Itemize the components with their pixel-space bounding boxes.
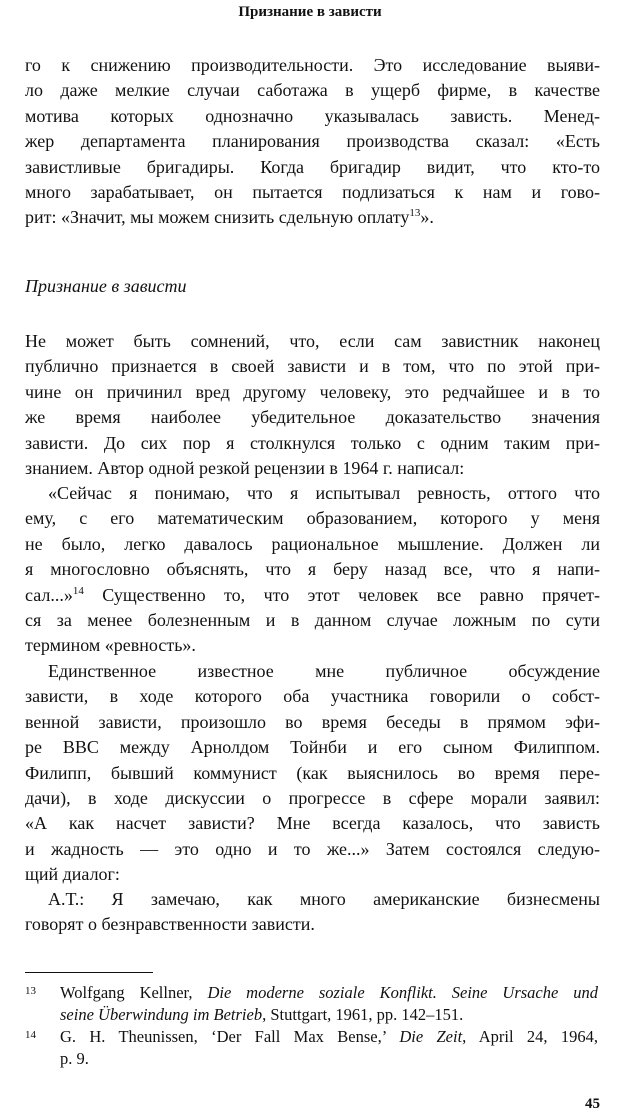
text-line: мотива которых однозначно указывалась зависть. Менед- — [25, 105, 600, 126]
text-line: завистливые бригадиры. Когда бригадир видит, что кто-то — [25, 156, 600, 177]
text-line: го к снижению производительности. Это исследование выяви- — [25, 55, 600, 75]
paragraph-continued — [0, 53, 620, 231]
text-line: Не может быть сомнений, что, если сам завистник наконец — [25, 331, 600, 351]
paragraph-bbc — [0, 659, 620, 888]
text-line: Единственное известное мне публичное обсуждение — [48, 661, 600, 681]
section-heading: Признание в зависти — [25, 276, 187, 296]
text-line: же время наиболее убедительное доказательство значения — [25, 407, 600, 428]
footnote-line: p. 9. — [60, 1049, 89, 1068]
text-line: публично признается в своей зависти и в том, что по этой при- — [25, 356, 600, 377]
text-line: дачи), в ходе дискуссии о прогрессе в сфере морали заявил: — [25, 787, 600, 808]
text-line: щий диалог: — [25, 864, 120, 885]
text-line: Филипп, бывший коммунист (как выяснилось во время пере- — [25, 762, 600, 783]
footnote-ref: 13 — [409, 207, 421, 220]
text-line: термином «ревность». — [25, 635, 196, 656]
text-line: ре ВВС между Арнолдом Тойнби и его сыном Филиппом. — [25, 737, 600, 758]
page-number: 45 — [585, 1096, 600, 1112]
text-line: сал...»$^{14}$ Существенно то, что этот человек все равно прячет- — [25, 584, 600, 605]
footnote-line: 13 Wolfgang Kellner, Die moderne soziale Konflikt. Seine Ursache und — [0, 982, 620, 1004]
text-line: «А как насчет зависти? Мне всегда казалось, что зависть — [25, 813, 600, 834]
text-line: не было, легко давалось рациональное мышление. Должен ли — [25, 533, 600, 554]
paragraph-confession — [0, 329, 620, 481]
footnote-divider — [25, 972, 153, 973]
footnote-line: 14 G. H. Theunissen, ‘Der Fall Max Bense,’ Die Zeit, April 24, 1964, — [0, 1026, 620, 1048]
text-line: знанием. Автор одной резкой рецензии в 1964 г. написал: — [25, 457, 465, 478]
text-line: я многословно объяснять, что я беру назад все, что я напи- — [25, 559, 600, 580]
running-head: Признание в зависти — [238, 4, 382, 20]
text-line: и жадность — это одно и то же...» Затем состоялся следую- — [25, 838, 600, 859]
footnote-ref: 14 — [72, 584, 84, 597]
footnote-number: 13 — [25, 985, 36, 997]
text-line: много зарабатывает, он пытается подлизаться к нам и гово- — [25, 181, 600, 202]
text-line: зависти, в ходе которого оба участника говорили о собст- — [25, 686, 600, 707]
text-line: «Сейчас я понимаю, что я испытывал ревность, оттого что — [48, 483, 600, 503]
text-line: говорят о безнравственности зависти. — [25, 914, 315, 935]
footnote-number: 14 — [25, 1029, 36, 1041]
paragraph-dialogue — [0, 887, 620, 938]
text-line: А.Т.: Я замечаю, как много американские бизнесмены — [48, 889, 600, 909]
text-line: жер департамента планирования производства сказал: «Есть — [25, 131, 600, 152]
text-line: рит: «Значит, мы можем снизить сдельную оплату$^{13}$». — [25, 207, 434, 228]
paragraph-quote — [0, 481, 620, 659]
footnotes — [0, 982, 620, 1070]
text-line: зависти. До сих пор я столкнулся только с одним таким при- — [25, 432, 600, 453]
text-line: венной зависти, произошло во время беседы в прямом эфи- — [25, 711, 600, 732]
footnote-line: seine Überwindung im Betrieb, Stuttgart, 1961, pp. 142–151. — [60, 1005, 464, 1024]
text-line: чине он причинил вред другому человеку, это редчайшее и в то — [25, 381, 600, 402]
text-line: ся за менее болезненным и в данном случае ложным по сути — [25, 609, 600, 630]
text-line: ему, с его математическим образованием, которого у меня — [25, 508, 600, 529]
text-line: ло даже мелкие случаи саботажа в ущерб фирме, в качестве — [25, 80, 600, 101]
